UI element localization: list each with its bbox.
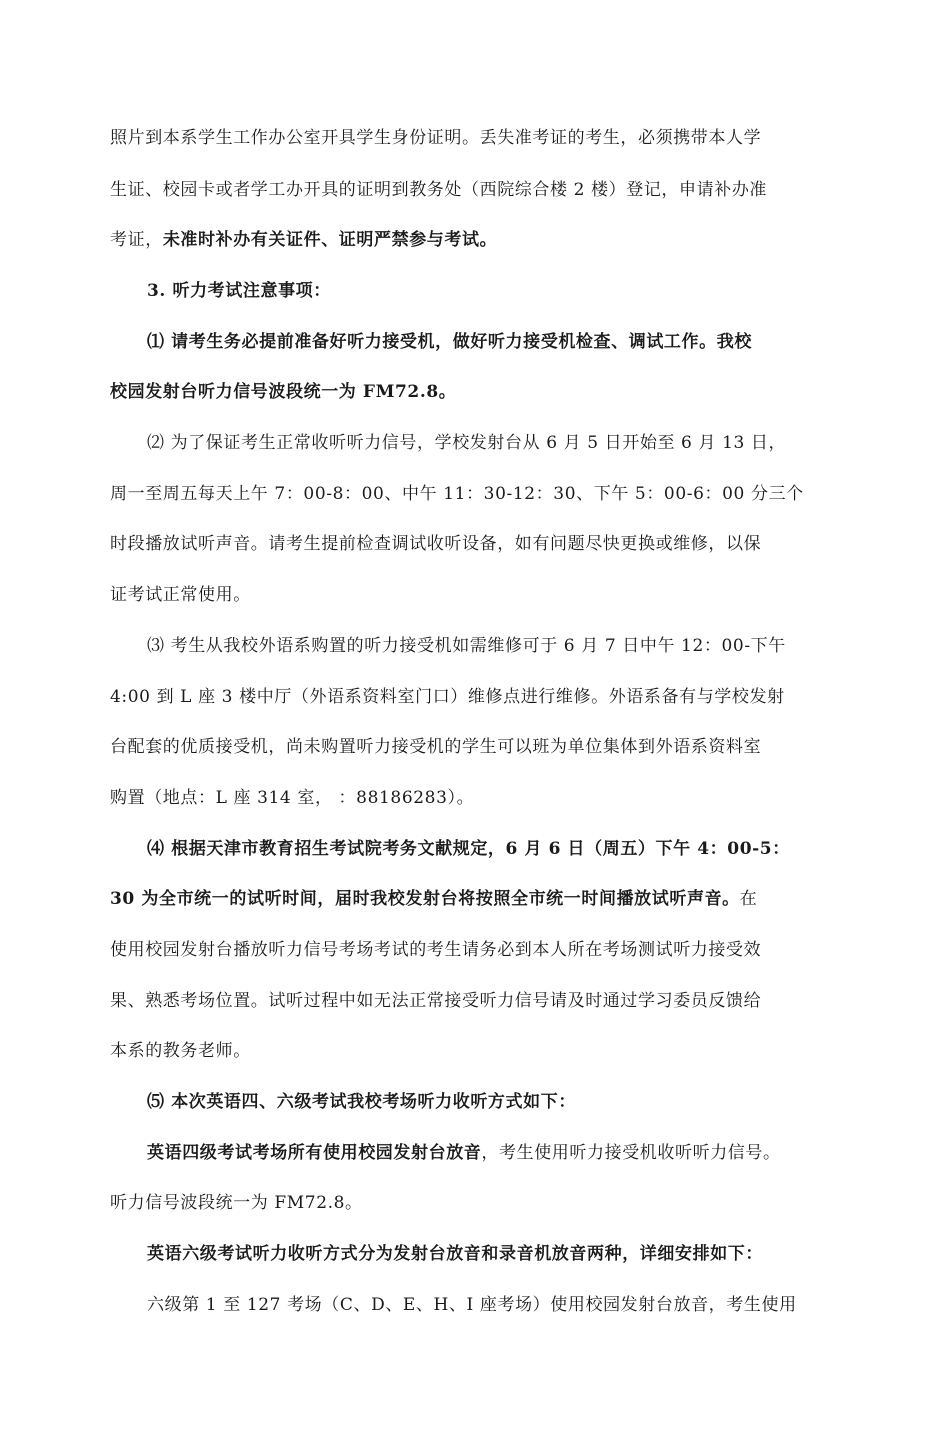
item-4-line-5 <box>110 1036 800 1066</box>
text-run: ⑵ 为了保证考生正常收听听力信号，学校发射台从 6 月 5 日开始至 6 月 13 日， <box>147 433 787 453</box>
cet4-line-1 <box>147 1138 800 1168</box>
item-3-line-1 <box>147 631 800 661</box>
paragraph-line-3 <box>110 225 800 255</box>
text-run: 使用校园发射台播放听力信号考场考试的考生请务必到本人所在考场测试听力接受效 <box>110 940 762 960</box>
item-4-line-4 <box>110 986 800 1016</box>
cet6-line-2 <box>147 1290 800 1320</box>
text-run: ⑶ 考生从我校外语系购置的听力接受机如需维修可于 6 月 7 日中午 12：00-下午 <box>147 636 786 656</box>
text-run: 证考试正常使用。 <box>110 585 251 605</box>
text-run: 果、熟悉考场位置。试听过程中如无法正常接受听力信号请及时通过学习委员反馈给 <box>110 991 762 1011</box>
cet4-line-2 <box>110 1188 800 1218</box>
text-run: 本系的教务老师。 <box>110 1041 251 1061</box>
bold-text-run: 英语四级考试考场所有使用校园发射台放音 <box>147 1143 482 1163</box>
paragraph-line-1 <box>110 123 800 153</box>
bold-text-run: 30 为全市统一的试听时间，届时我校发射台将按照全市统一时间播放试听声音。 <box>110 889 740 909</box>
item-2-line-2 <box>110 479 804 509</box>
text-run: 时段播放试听声音。请考生提前检查调试收听设备，如有问题尽快更换或维修，以保 <box>110 534 762 554</box>
text-run: 六级第 1 至 127 考场（C、D、E、H、I 座考场）使用校园发射台放音，考生使用 <box>147 1295 797 1315</box>
item-3-line-2 <box>110 682 800 712</box>
bold-text-run: 校园发射台听力信号波段统一为 FM72.8。 <box>110 382 457 402</box>
item-1-line-2 <box>110 377 800 407</box>
item-1-line-1 <box>147 327 800 357</box>
text-run: 生证、校园卡或者学工办开具的证明到教务处（西院综合楼 2 楼）登记，申请补办准 <box>110 180 768 200</box>
text-run: 在 <box>739 889 758 909</box>
item-2-line-1 <box>147 428 800 458</box>
item-5-line-1 <box>147 1087 800 1117</box>
bold-text-run: 3. 听力考试注意事项： <box>147 281 331 301</box>
text-run: ，考生使用听力接受机收听听力信号。 <box>481 1143 781 1163</box>
text-run: 照片到本系学生工作办公室开具学生身份证明。丢失准考证的考生，必须携带本人学 <box>110 128 762 148</box>
bold-text-run: ⑴ 请考生务必提前准备好听力接受机，做好听力接受机检查、调试工作。我校 <box>147 332 752 352</box>
bold-text-run: 英语六级考试听力收听方式分为发射台放音和录音机放音两种，详细安排如下： <box>147 1244 763 1264</box>
item-4-line-1 <box>147 834 800 864</box>
bold-text-run: ⑷ 根据天津市教育招生考试院考务文献规定，6 月 6 日（周五）下午 4：00-5： <box>147 839 790 859</box>
text-run: 考证， <box>110 230 163 250</box>
text-run: 台配套的优质接受机，尚未购置听力接受机的学生可以班为单位集体到外语系资料室 <box>110 737 762 757</box>
section-heading-listening <box>147 276 800 306</box>
text-run: 4:00 到 L 座 3 楼中厅（外语系资料室门口）维修点进行维修。外语系备有与学校发射 <box>110 687 785 707</box>
bold-text-run: 未准时补办有关证件、证明严禁参与考试。 <box>162 230 498 250</box>
text-run: 听力信号波段统一为 FM72.8。 <box>110 1193 363 1213</box>
text-run: 周一至周五每天上午 7：00-8：00、中午 11：30-12：30、下午 5：00-6：00 分三个 <box>110 484 804 504</box>
text-run: 购置（地点：L 座 314 室， ：88186283）。 <box>110 788 475 808</box>
item-3-line-4 <box>110 783 800 813</box>
bold-text-run: ⑸ 本次英语四、六级考试我校考场听力收听方式如下： <box>147 1092 576 1112</box>
paragraph-line-2 <box>110 175 800 205</box>
item-2-line-4 <box>110 580 800 610</box>
item-4-line-2 <box>110 884 800 914</box>
item-4-line-3 <box>110 935 800 965</box>
item-2-line-3 <box>110 529 800 559</box>
item-3-line-3 <box>110 732 800 762</box>
cet6-line-1 <box>147 1239 800 1269</box>
